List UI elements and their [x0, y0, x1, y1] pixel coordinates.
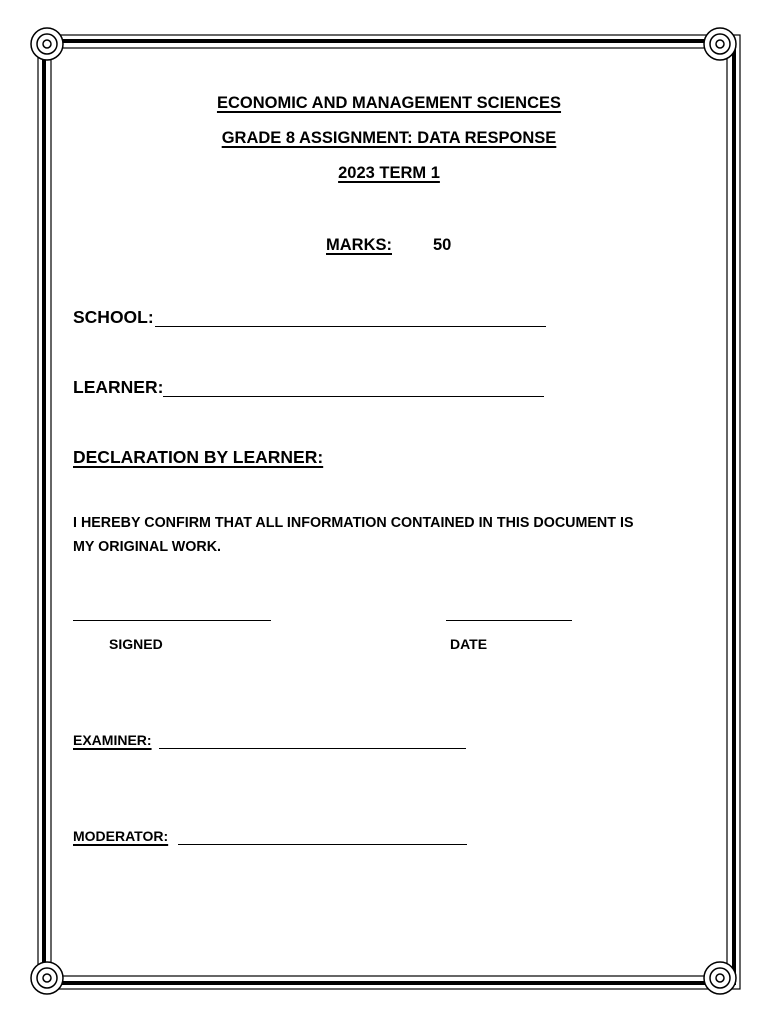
- learner-input-line[interactable]: [163, 396, 544, 397]
- moderator-label: MODERATOR:: [73, 828, 169, 844]
- assignment-title: GRADE 8 ASSIGNMENT: DATA RESPONSE: [221, 129, 557, 147]
- declaration-text-line-1: I HEREBY CONFIRM THAT ALL INFORMATION CONTAINED IN THIS DOCUMENT IS: [73, 515, 634, 531]
- declaration-text-line-2: MY ORIGINAL WORK.: [73, 539, 222, 555]
- school-input-line[interactable]: [155, 326, 546, 327]
- school-label: SCHOOL:: [73, 307, 154, 327]
- date-label: DATE: [450, 636, 488, 652]
- signature-line[interactable]: [73, 620, 271, 621]
- examiner-input-line[interactable]: [159, 748, 466, 749]
- marks-label: MARKS:: [326, 236, 392, 254]
- marks-value: 50: [433, 236, 452, 254]
- date-line[interactable]: [446, 620, 572, 621]
- examiner-label: EXAMINER:: [73, 732, 152, 748]
- moderator-input-line[interactable]: [178, 844, 467, 845]
- term-title: 2023 TERM 1: [338, 164, 440, 182]
- subject-title: ECONOMIC AND MANAGEMENT SCIENCES: [216, 94, 562, 112]
- declaration-heading: DECLARATION BY LEARNER:: [73, 447, 324, 467]
- signed-label: SIGNED: [109, 636, 163, 652]
- learner-label: LEARNER:: [73, 377, 164, 397]
